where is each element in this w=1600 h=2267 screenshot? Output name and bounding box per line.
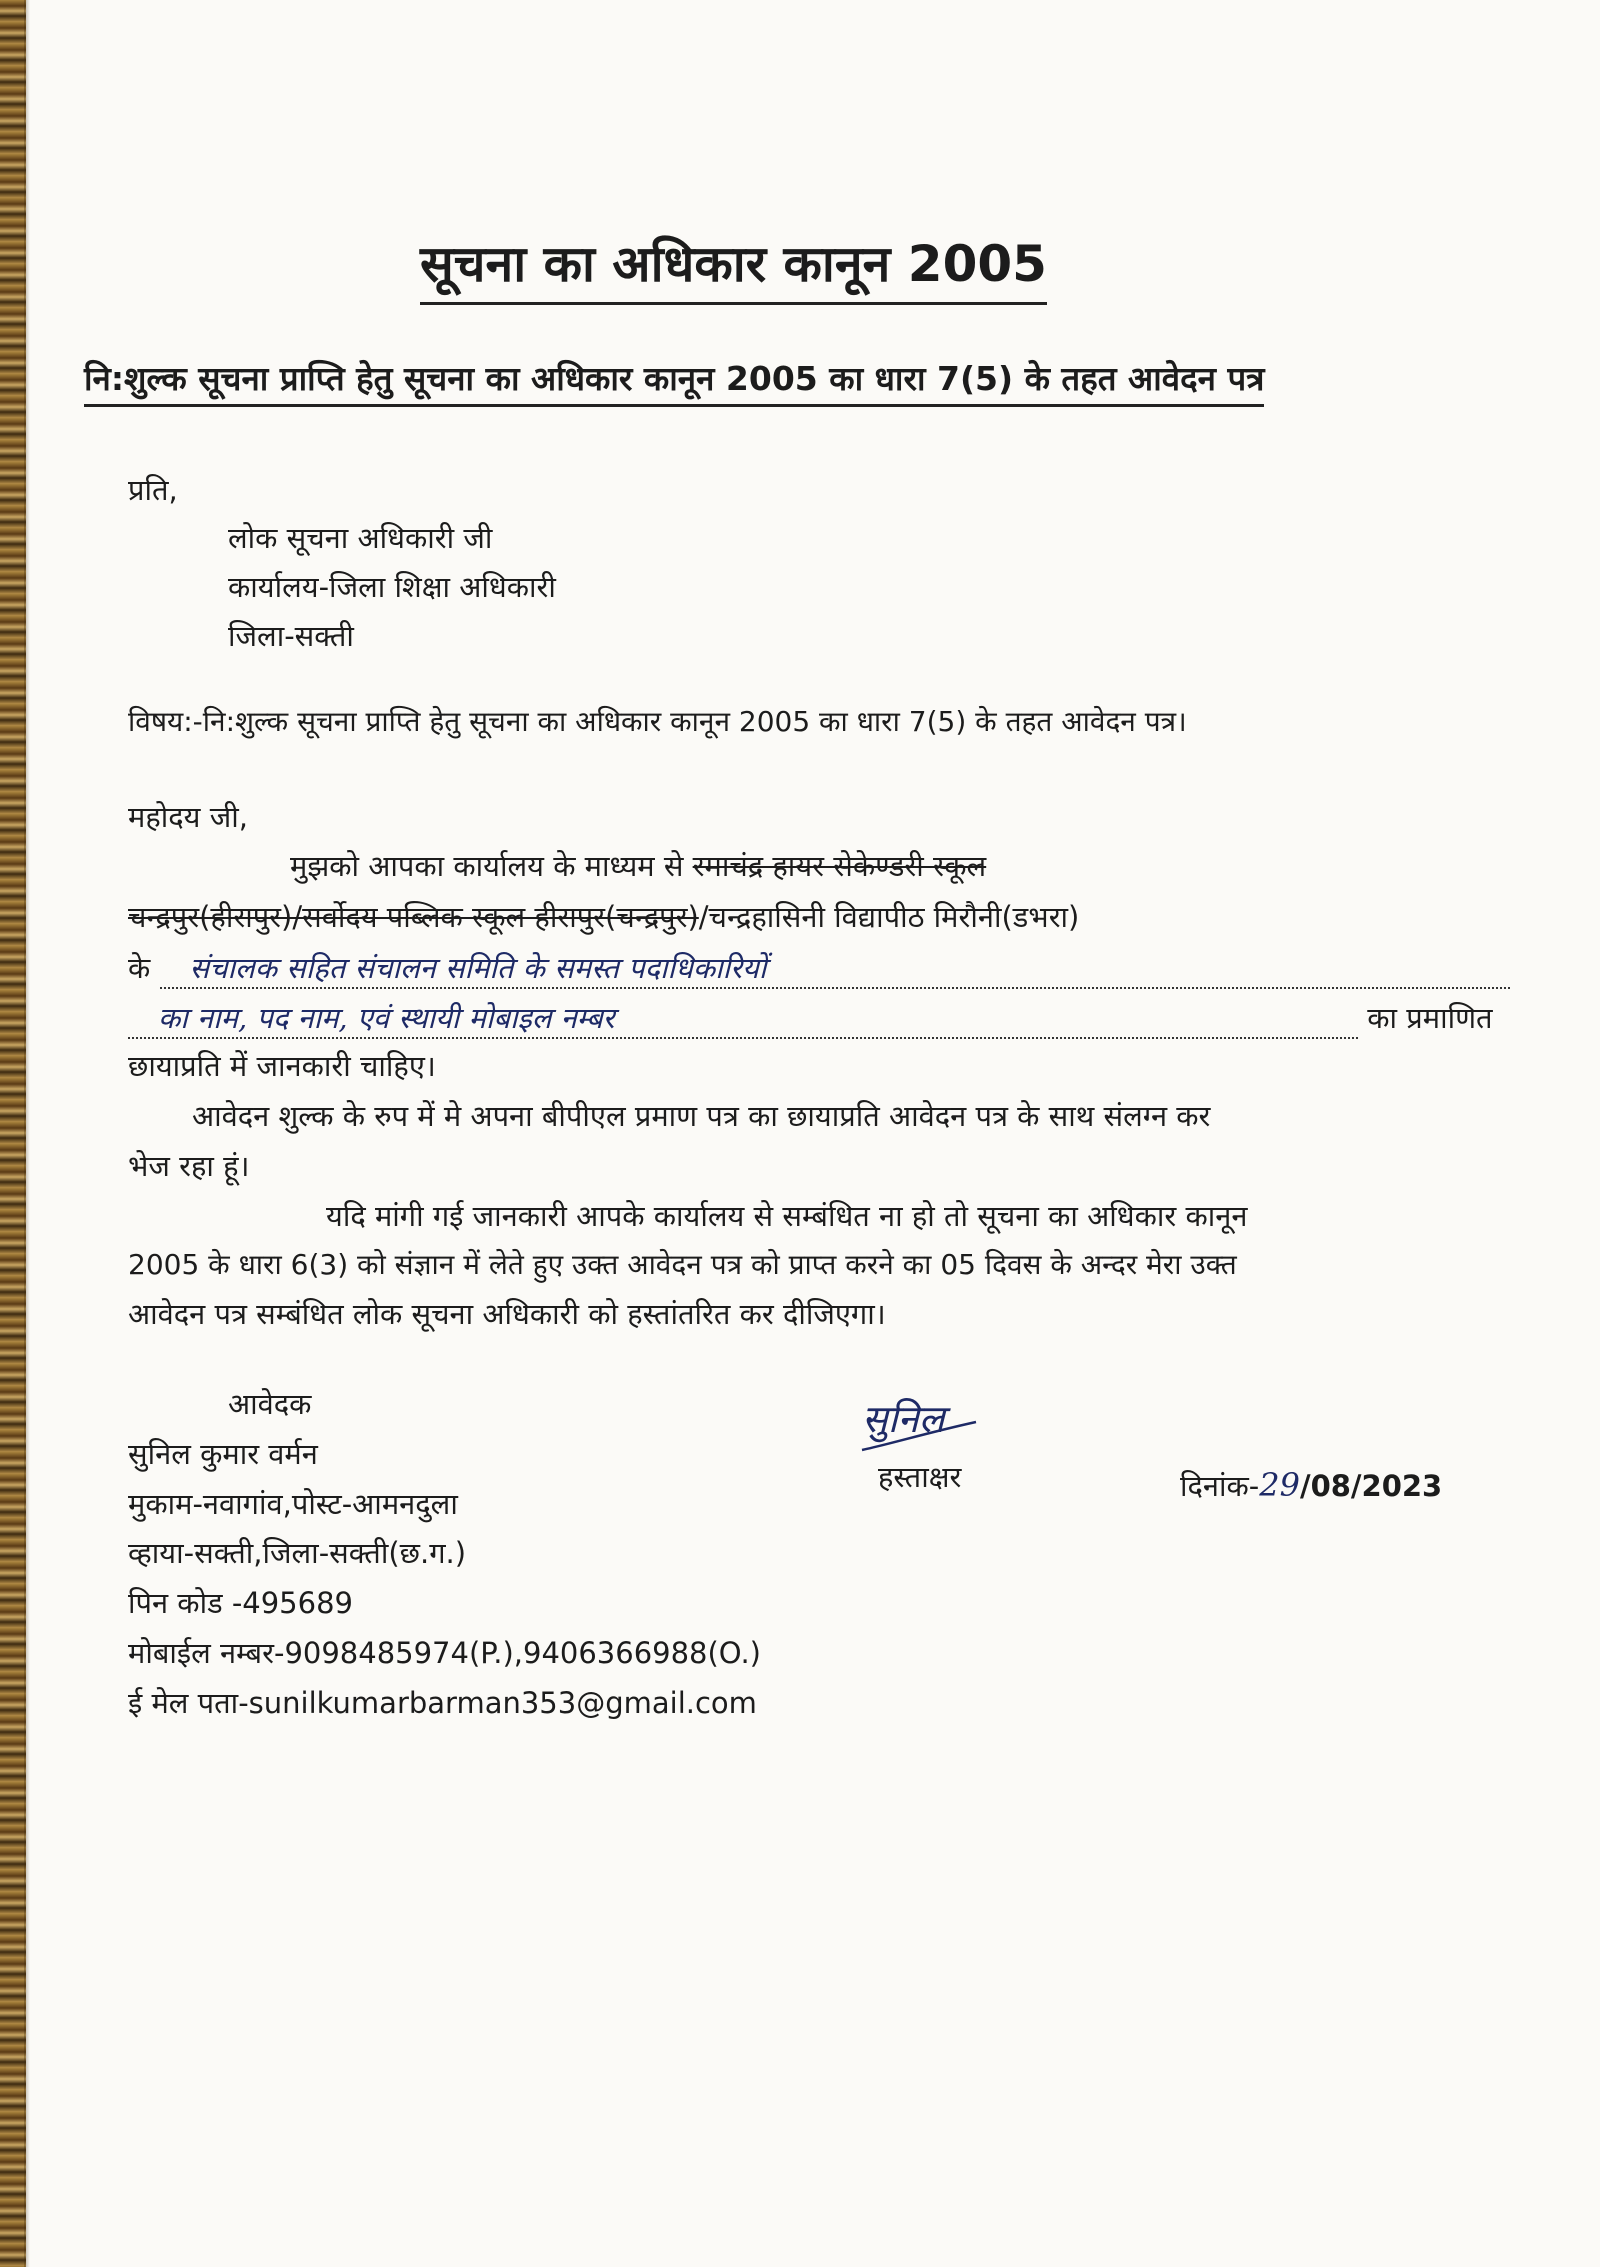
para1-line4 xyxy=(128,998,1493,1039)
para1-line2-end: /चन्द्रहासिनी विद्यापीठ मिरौनी(डभरा) xyxy=(698,900,1080,934)
subject-line: विषय:-नि:शुल्क सूचना प्राप्ति हेतु सूचना का अधिकार कानून 2005 का धारा 7(5) के तहत आवेदन पत्र। xyxy=(128,705,1187,738)
para2-line1: आवेदन शुल्क के रुप में मे अपना बीपीएल प्रमाण पत्र का छायाप्रति आवेदन पत्र के साथ संलग्न कर xyxy=(192,1099,1211,1133)
signature-label: हस्ताक्षर xyxy=(878,1460,962,1494)
applicant-label: आवेदक xyxy=(228,1387,312,1421)
para1-line1-start: मुझको आपका कार्यालय के माध्यम से xyxy=(290,849,693,883)
para1-line2 xyxy=(128,897,1079,936)
date xyxy=(1180,1466,1442,1505)
para1-line1-struck: रमाचंद्र हायर सेकेण्डरी स्कूल xyxy=(692,849,987,883)
para1-line5: छायाप्रति में जानकारी चाहिए। xyxy=(128,1049,436,1083)
signature-stroke xyxy=(860,1392,980,1462)
document-subtitle: नि:शुल्क सूचना प्राप्ति हेतु सूचना का अधिकार कानून 2005 का धारा 7(5) के तहत आवेदन पत्र xyxy=(84,355,1264,407)
applicant-name: सुनिल कुमार वर्मन xyxy=(128,1437,318,1471)
para1-line2-struck: चन्द्रपुर(हीरापुर)/सर्वोदय पब्लिक स्कूल हीरापुर(चन्द्रपुर) xyxy=(128,900,699,934)
date-day-handwritten: 29 xyxy=(1259,1466,1300,1504)
handwritten-fill-2: का नाम, पद नाम, एवं स्थायी मोबाइल नम्बर xyxy=(128,998,1358,1039)
para3-line2: 2005 के धारा 6(3) को संज्ञान में लेते हुए उक्त आवेदन पत्र को प्राप्त करने का 05 दिवस के अन्दर मेरा उक्त xyxy=(128,1248,1237,1281)
para1-line3-prefix: के xyxy=(128,951,151,985)
applicant-address-2: व्हाया-सक्ती,जिला-सक्ती(छ.ग.) xyxy=(128,1536,467,1570)
applicant-mobile: मोबाईल नम्बर-9098485974(P.),9406366988(O.) xyxy=(128,1636,761,1670)
para1-line3 xyxy=(128,948,1510,989)
date-label: दिनांक- xyxy=(1180,1469,1260,1503)
applicant-pin: पिन कोड -495689 xyxy=(128,1586,353,1620)
scan-edge xyxy=(0,0,26,2267)
document-title: सूचना का अधिकार कानून 2005 xyxy=(420,228,1047,305)
recipient-salutation: प्रति, xyxy=(128,473,178,507)
para3-line3: आवेदन पत्र सम्बंधित लोक सूचना अधिकारी को हस्तांतरित कर दीजिएगा। xyxy=(128,1297,886,1331)
para2-line2: भेज रहा हूं। xyxy=(128,1149,250,1183)
recipient-district: जिला-सक्ती xyxy=(228,619,354,653)
para1-line4-end: का प्रमाणित xyxy=(1367,1001,1493,1035)
handwritten-fill-1: संचालक सहित संचालन समिति के समस्त पदाधिकारियों xyxy=(160,948,1510,989)
signature-handwritten: सुनिल xyxy=(862,1397,945,1441)
applicant-address-1: मुकाम-नवागांव,पोस्ट-आमनदुला xyxy=(128,1487,458,1521)
para1-line1 xyxy=(290,846,986,885)
recipient-officer: लोक सूचना अधिकारी जी xyxy=(228,521,493,555)
date-rest: /08/2023 xyxy=(1299,1469,1443,1503)
para3-line1: यदि मांगी गई जानकारी आपके कार्यालय से सम्बंधित ना हो तो सूचना का अधिकार कानून xyxy=(326,1199,1248,1233)
applicant-email: ई मेल पता-sunilkumarbarman353@gmail.com xyxy=(128,1686,757,1720)
greeting: महोदय जी, xyxy=(128,800,248,834)
recipient-office: कार्यालय-जिला शिक्षा अधिकारी xyxy=(228,570,556,604)
